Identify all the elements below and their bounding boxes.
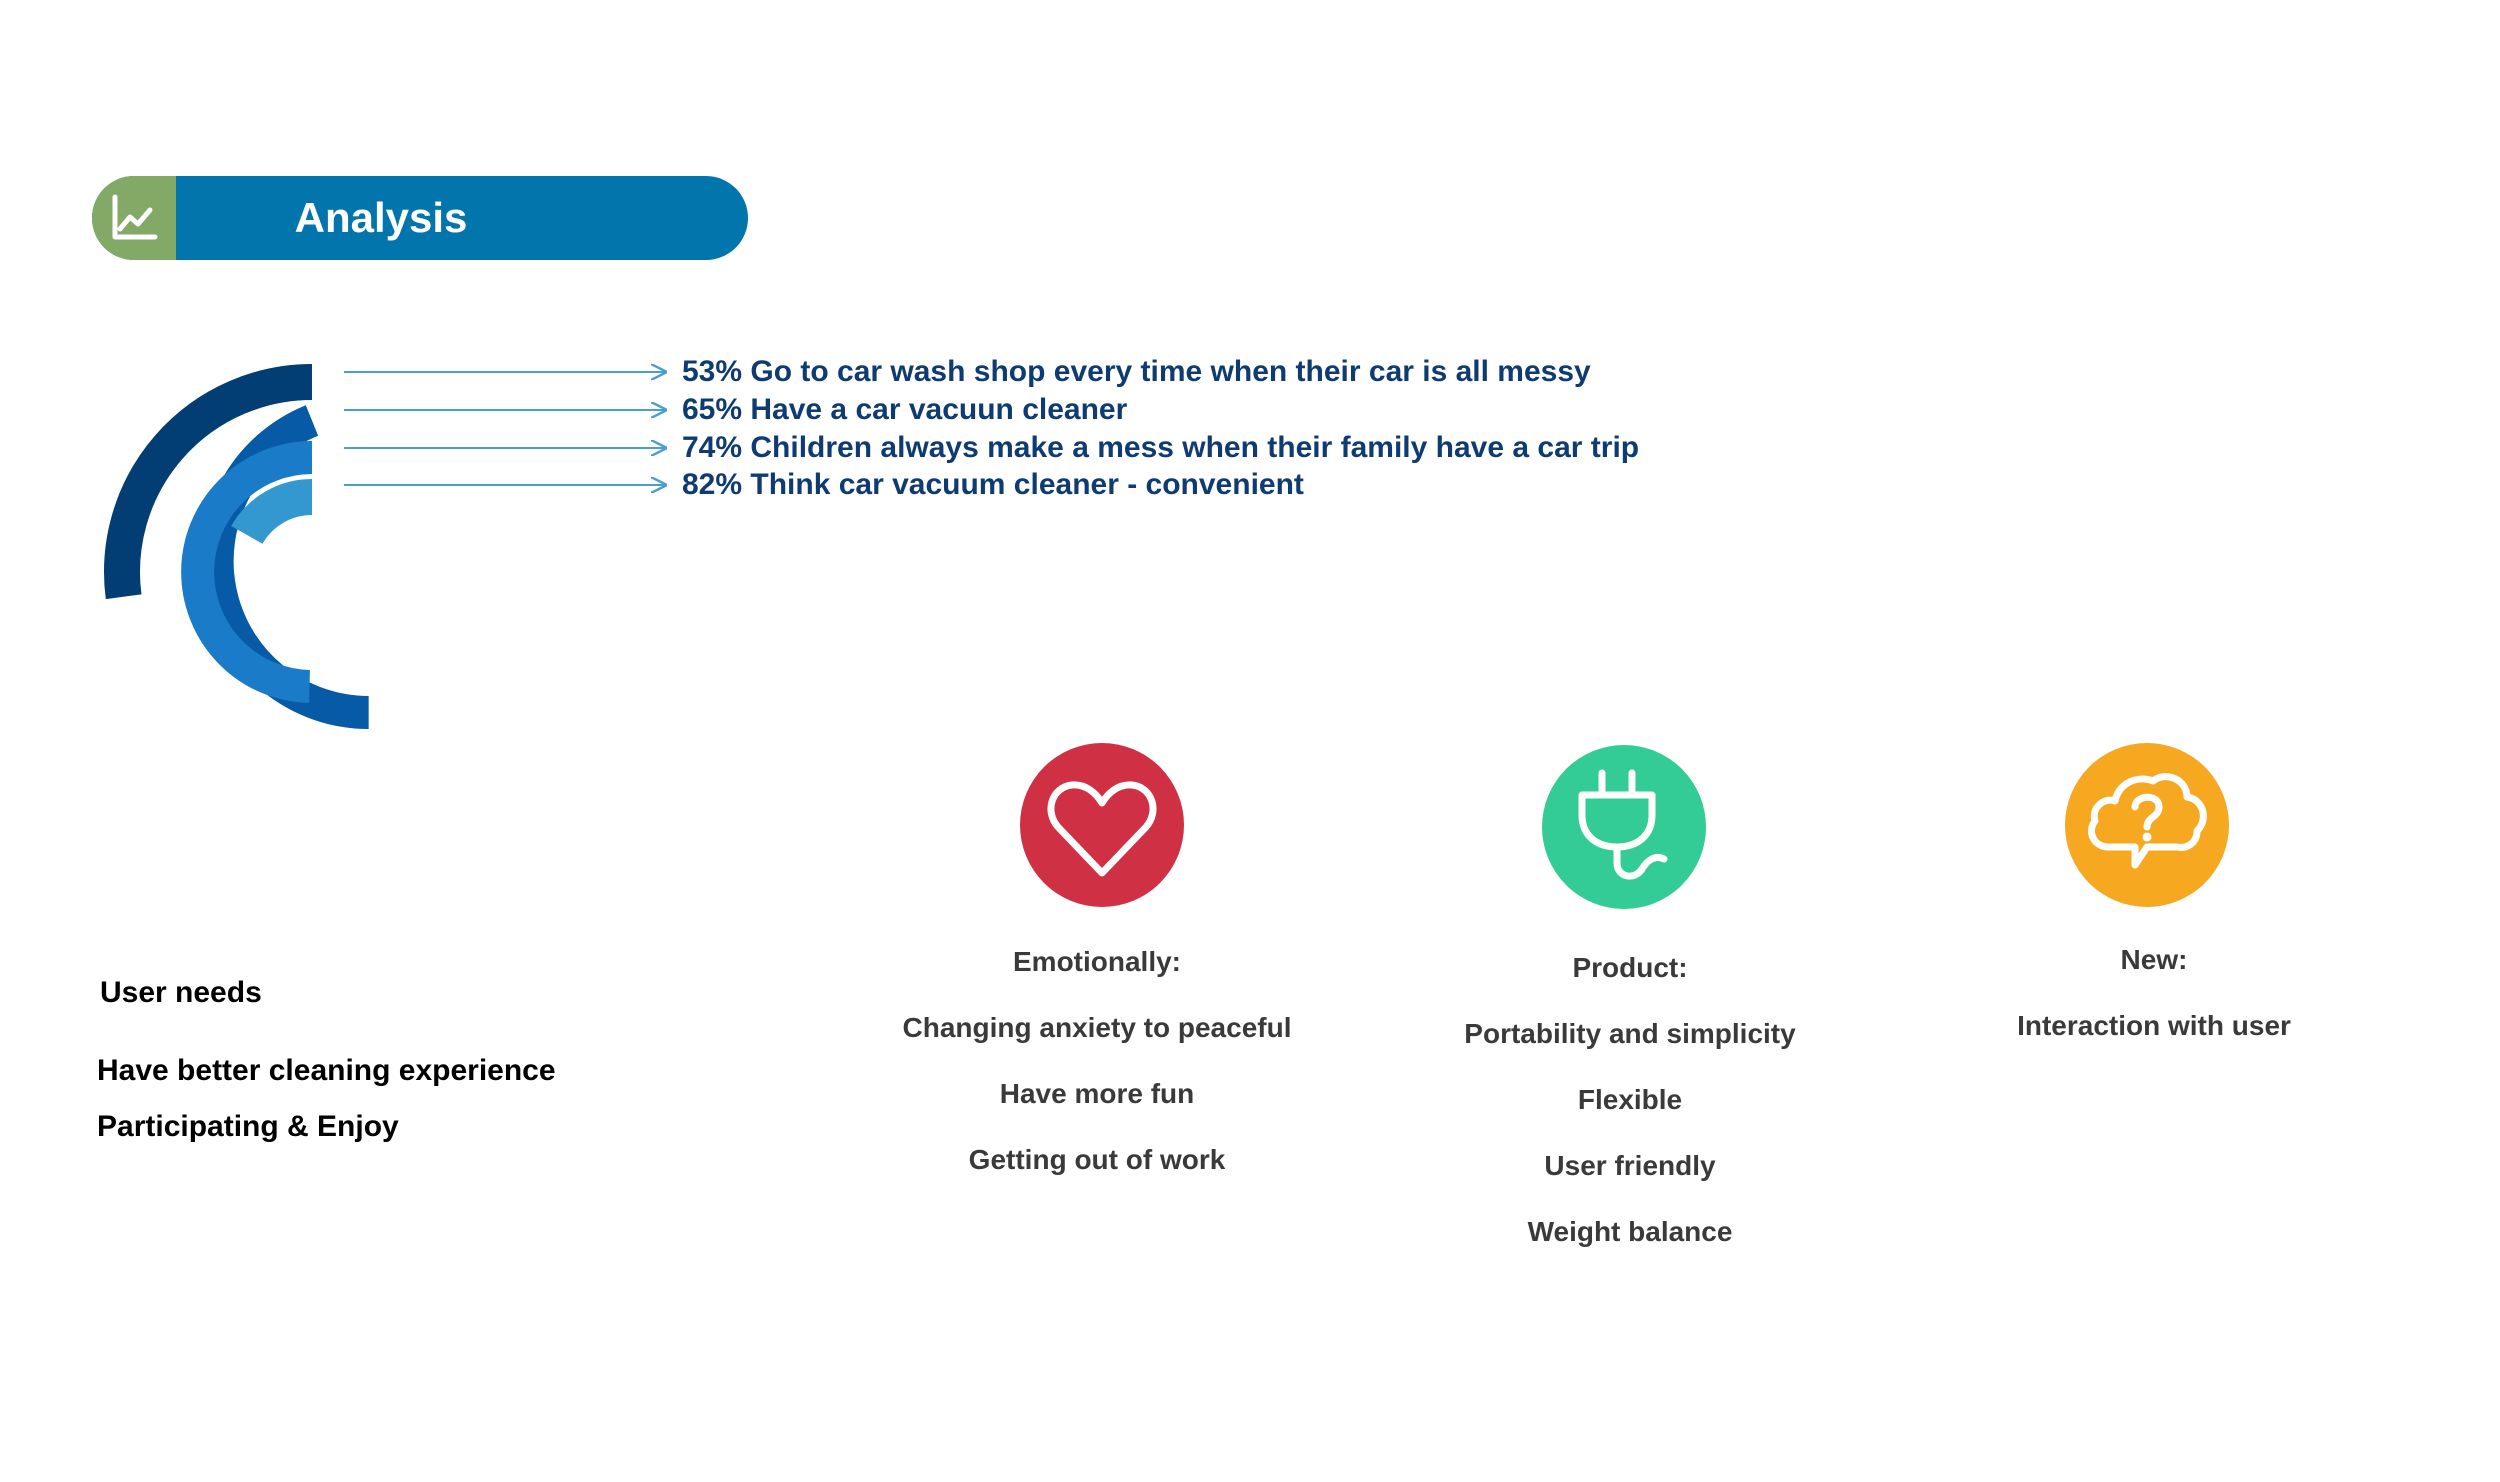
emotion-badge [1020,743,1184,907]
product-badge [1542,745,1706,909]
category-heading-new: New: [2120,944,2188,975]
plug-icon [1542,745,1706,909]
category-item: Getting out of work [968,1144,1226,1175]
category-item: Interaction with user [2017,1010,2291,1041]
category-heading-emotion: Emotionally: [1012,946,1182,977]
leader-lines [340,355,680,495]
category-item: Have more fun [999,1078,1195,1109]
category-item: Changing anxiety to peaceful [902,1012,1292,1043]
category-item: User friendly [1544,1150,1716,1181]
line-chart-icon [109,193,159,243]
category-item: Flexible [1577,1084,1683,1115]
user-need-item: Have better cleaning experience [97,1054,556,1087]
stat-label-3: 74% Children always make a mess when their family have a car trip [682,431,1640,464]
category-heading-product: Product: [1572,952,1688,983]
header-icon-badge [92,176,176,260]
section-header [92,176,748,260]
radial-bar-4 [247,497,312,535]
heart-icon [1020,743,1184,907]
stat-label-2: 65% Have a car vacuun cleaner [682,393,1128,426]
page-title: Analysis [294,194,468,241]
new-badge [2065,743,2229,907]
user-need-item: Participating & Enjoy [97,1110,399,1143]
stat-label-4: 82% Think car vacuum cleaner - convenient [682,468,1304,501]
category-item: Portability and simplicity [1464,1018,1796,1049]
category-item: Weight balance [1527,1216,1733,1247]
user-needs-heading: User needs [100,976,262,1009]
question-cloud-icon [2065,743,2229,907]
stat-label-1: 53% Go to car wash shop every time when their car is all messy [682,355,1591,388]
